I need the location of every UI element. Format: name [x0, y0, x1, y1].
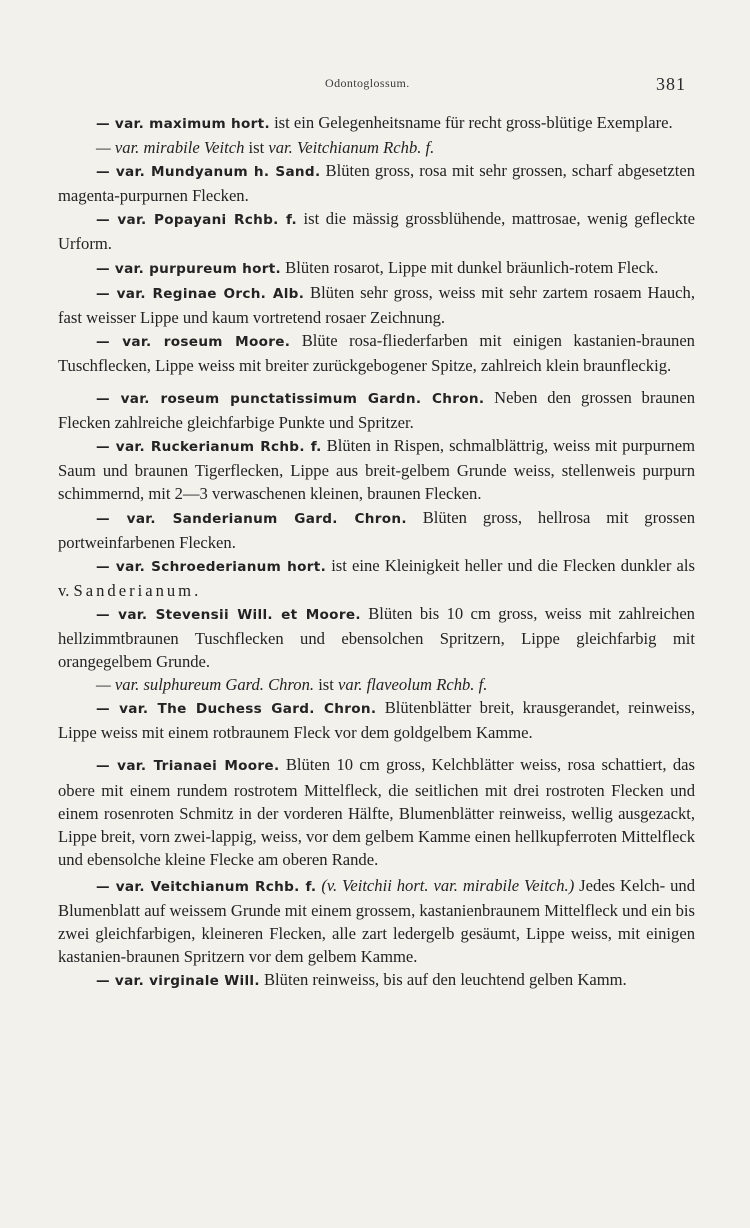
variety-name: — var. roseum Moore. — [96, 333, 291, 350]
variety-name: — var. maximum hort. — [96, 116, 270, 132]
entry-text: ist ein Gelegenheitsname für recht gross-blütige Exemplare. — [269, 113, 673, 132]
variety-name: — var. Trianaei Moore. — [96, 758, 280, 775]
running-title: Odontoglossum. — [325, 76, 410, 90]
entry-text: Blüten gross, rosa mit sehr grossen, scharf abgesetzten magenta-purpurnen Flecken. — [58, 161, 695, 206]
variety-name: — var. purpureum hort. — [96, 260, 282, 277]
variety-name: — var. Sanderianum Gard. Chron. — [96, 510, 407, 527]
entry-virginale — [58, 968, 695, 993]
variety-name: — var. virginale Will. — [96, 973, 260, 990]
variety-name: — var. roseum punctatissimum Gardn. Chron. — [96, 391, 485, 408]
entry-text: Blütenblätter breit, krausgerandet, reinweiss, Lippe weiss mit einem rotbraunem Fleck vor dem goldgelbem Kamme. — [58, 698, 695, 743]
page-number: 381 — [656, 74, 686, 94]
variety-name: — var. Schroederianum hort. — [96, 558, 327, 575]
variety-name: — var. Mundyanum h. Sand. — [96, 164, 321, 181]
entry-purpureum — [58, 256, 695, 281]
running-header — [0, 76, 750, 98]
variety-name: — var. Popayani Rchb. f. — [96, 212, 297, 229]
variety-name: — var. Veitchianum Rchb. f. — [96, 878, 317, 895]
entry-maximum — [58, 111, 695, 136]
entry-mundyanum — [58, 159, 695, 207]
synonym-name: var. Veitchianum Rchb. f. — [268, 138, 435, 158]
page-body — [58, 111, 695, 993]
synonym-parenthetical: (v. Veitchii hort. var. mirabile Veitch.) — [316, 875, 575, 895]
entry-popayani — [58, 207, 695, 255]
entry-text: ist — [244, 138, 269, 158]
variety-name: — var. The Duchess Gard. Chron. — [96, 701, 377, 718]
entry-text: Blüten bis 10 cm gross, weiss mit zahlreichen hellzimmtbraunen Tuschflecken und ebensolchen Spritzern, Lippe gleichfarbig mit orangegelbem Grunde. — [58, 603, 695, 672]
entry-roseum-punctatissimum — [58, 386, 695, 434]
entry-trianaei — [58, 753, 695, 870]
synonym-name: var. flaveolum Rchb. f. — [338, 675, 488, 695]
entry-tail: . — [194, 580, 199, 600]
entry-text: Blüten in Rispen, schmalblättrig, weiss mit purpurnem Saum und braunen Tigerflecken, Lippe aus breit-gelbem Grunde weiss, stellenweis purpurn schimmernd, mit 2—3 verwaschenen kleinen, braunen Flecken. — [58, 436, 695, 504]
entry-text: Blüten 10 cm gross, Kelchblätter weiss, rosa schattiert, das obere mit einem rundem rostrotem Mittelfleck, die seitlichen mit drei rostroten Flecken und einem rosenroten Schmitz in der vorderen Hälfte, Blumenblätter reinweiss, wellig ausgezackt, Lippe breit, vorn zwei-lappig, weiss, vor dem gelbem Kamme einen hellkupferroten Mittelfleck und ebensolche kleine Flecke am oberen Rande. — [58, 755, 695, 869]
variety-name: — var. mirabile Veitch — [96, 138, 245, 158]
entry-text: ist die mässig grossblühende, mattrosae, wenig gefleckte Urform. — [58, 209, 695, 254]
entry-text: ist — [314, 675, 339, 695]
variety-name: — var. Reginae Orch. Alb. — [96, 285, 305, 302]
variety-name: — var. Ruckerianum Rchb. f. — [96, 439, 322, 456]
entry-stevensii — [58, 602, 695, 673]
entry-the-duchess — [58, 696, 695, 744]
entry-sanderianum — [58, 506, 695, 554]
entry-text: Blüten reinweiss, bis auf den leuchtend gelben Kamm. — [259, 970, 627, 990]
entry-veitchianum — [58, 874, 695, 968]
variety-name: — var. Stevensii Will. et Moore. — [96, 606, 361, 623]
spaced-name: Sanderianum — [73, 580, 195, 600]
variety-name: — var. sulphureum Gard. Chron. — [96, 675, 315, 695]
entry-text: Blüten gross, hellrosa mit grossen portweinfarbenen Flecken. — [58, 507, 695, 552]
entry-mirabile — [58, 136, 695, 159]
entry-text: Blüten sehr gross, weiss mit sehr zartem rosaem Hauch, fast weisser Lippe und kaum vortretend rosaer Zeichnung. — [58, 282, 695, 327]
entry-text: Blüte rosa-fliederfarben mit einigen kastanien-braunen Tuschflecken, Lippe weiss mit breiter zurückgebogener Spitze, zahlreich klein braunfleckig. — [58, 330, 695, 375]
entry-text: ist eine Kleinigkeit heller und die Flecken dunkler als v. — [58, 555, 695, 600]
entry-ruckerianum — [58, 434, 695, 505]
entry-reginae — [58, 281, 695, 329]
entry-text: Neben den grossen braunen Flecken zahlreiche gleichfarbige Punkte und Spritzer. — [58, 388, 695, 433]
entry-sulphureum — [58, 673, 695, 696]
entry-text: Jedes Kelch- und Blumenblatt auf weissem Grunde mit einem grossem, kastanienbraunem Mittelfleck und ein bis zwei gleichfarbigen, kleineren Flecken, alle zart ledergelb gesäumt, Lippe weiss, mit einigen kastanien-braunen Spritzern vor dem gelbem Kamme. — [58, 875, 695, 967]
entry-text: Blüten rosarot, Lippe mit dunkel bräunlich-rotem Fleck. — [281, 257, 659, 277]
entry-roseum — [58, 329, 695, 377]
entry-schroederianum — [58, 554, 695, 602]
